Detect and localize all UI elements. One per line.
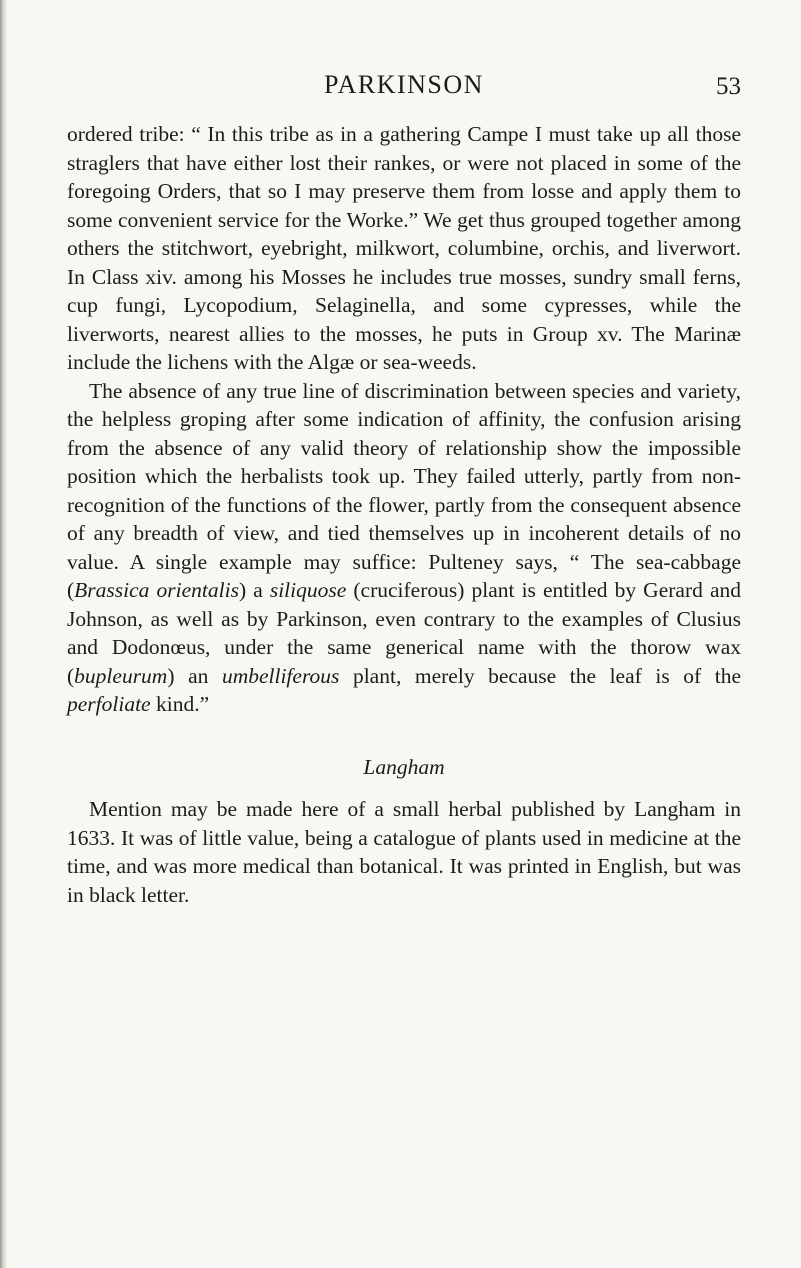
paragraph-2 [67,377,741,719]
body-text [67,120,741,909]
text-run: The absence of any true line of discrimination between species and variety, the helpless groping after some indication of affinity, the confusion arising from the absence of any valid theory of relationship show the impossible position which the herbalists took up. They failed utterly, partly from non-recognition of the functions of the flower, partly from the consequent absence of any breadth of view, and tied themselves up in incoherent details of no value. A single example may suffice: Pulteney says, “ The sea-cabbage ( [67,378,741,602]
text-run: plant, merely because the leaf is of the [339,663,741,688]
section-heading-langham: Langham [363,754,445,779]
italic-term: bupleurum [74,663,168,688]
running-head-title: PARKINSON [324,70,484,99]
italic-term: siliquose [269,578,347,602]
italic-term: Brassica orientalis [74,578,239,602]
paragraph-langham: Mention may be made here of a small herbal published by Langham in 1633. It was of little value, being a catalogue of plants used in medicine at the time, and was more medical than botanical. It was printed in English, but was in black letter. [67,797,741,907]
page-binding-edge [0,0,8,1268]
page-number: 53 [716,73,741,100]
paragraph-1 [67,120,741,377]
running-head [67,68,741,102]
text-run: ) an [167,663,222,688]
italic-term: perfoliate [67,692,151,716]
text-run: ordered tribe: “ In this tribe as in a gathering Campe I must take up all those straglers that have either lost their rankes, or were not placed in some of the foregoing Orders, that so I may preserve them from losse and apply them to some convenient service for the Worke.” We get thus grouped together among others the stitchwort, eyebright, milkwort, columbine, orchis, and liverwort. In Class xiv. among his Mosses he includes true mosses, sundry small ferns, cup fungi, Lycopodium, Selaginella, and some cypresses, while the liverworts, nearest allies to the mosses, he puts in Group xv. The Marinæ include the lichens with the Algæ or sea-weeds. [67,122,741,374]
text-run: (cruciferous) plant is entitled by Gerard and Johnson, as well as by Parkinson, even contrary to the examples of Clusius and Dodonœus, under the same generical name with the thorow wax ( [67,578,741,688]
text-run: kind.” [150,692,210,716]
italic-term: umbelliferous [221,663,340,688]
text-run: ) a [238,578,270,602]
